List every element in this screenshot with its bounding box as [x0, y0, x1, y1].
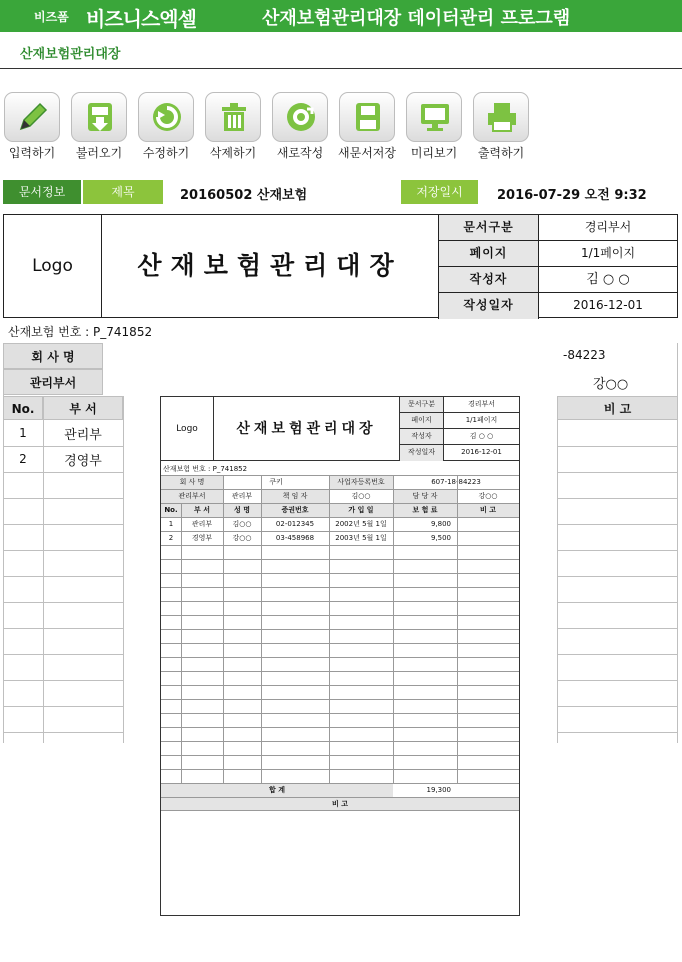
new-button-label: 새로작성: [276, 146, 324, 160]
load-button-label: 불러오기: [75, 146, 123, 160]
preview-cell-cert: 02-012345: [275, 520, 315, 528]
delete-button-label: 삭제하기: [209, 146, 257, 160]
preview-cell-dept: 관리부: [191, 520, 213, 528]
preview-table-row: [161, 685, 519, 699]
preview-col-line: [181, 503, 182, 783]
document-title-value[interactable]: 20160502 산재보험: [180, 188, 308, 203]
preview-col-header: 비 고: [480, 506, 496, 514]
preview-info-row: [161, 475, 519, 489]
preview-header: [161, 397, 519, 461]
monitor-icon: [406, 92, 462, 142]
preview-col-line: [329, 475, 330, 783]
col-line: [557, 396, 558, 743]
preview-sheet: [160, 396, 520, 916]
preview-meta-key: 작성일자: [399, 445, 443, 461]
pencil-icon: [4, 92, 60, 142]
preview-total-row: [161, 783, 519, 797]
preview-col-header: 증권번호: [281, 506, 309, 514]
refresh-icon: [138, 92, 194, 142]
page-subtitle: 산재보험관리대장: [20, 47, 121, 62]
preview-table-row: [161, 615, 519, 629]
dept-label: 관리부서: [3, 369, 103, 395]
trash-icon: [205, 92, 261, 142]
preview-table-row: [161, 727, 519, 741]
preview-table-row: [161, 517, 519, 531]
header-key-doc-type: 문서구분: [438, 215, 538, 241]
preview-reg-value: 607-18-84223: [431, 478, 481, 486]
preview-table-row: [161, 573, 519, 587]
preview-cell-no: 2: [168, 534, 174, 542]
print-icon: [473, 92, 529, 142]
table-row-dept[interactable]: 경영부: [64, 454, 102, 469]
preview-cell-premium: 9,800: [430, 520, 451, 528]
header-value-author[interactable]: 김 ○ ○: [538, 267, 677, 293]
preview-mgr-value: 강○○: [478, 492, 498, 500]
delete-button[interactable]: [201, 92, 265, 160]
input-button[interactable]: [0, 92, 64, 160]
preview-col-header: 부 서: [194, 506, 210, 514]
saved-at-tag: 저장일시: [401, 180, 478, 204]
preview-column-header: [161, 503, 519, 517]
preview-col-header: 보 험 료: [412, 506, 438, 514]
preview-table-row: [161, 741, 519, 755]
brand-small: 비즈폼: [34, 10, 69, 24]
title-tag: 제목: [83, 180, 163, 204]
reg-number-fragment: -84223: [563, 348, 606, 362]
preview-total-label: 합 계: [269, 786, 285, 794]
edit-button[interactable]: [134, 92, 198, 160]
preview-company-label: 회 사 명: [161, 476, 223, 490]
preview-cell-note: [457, 518, 519, 532]
header-key-page: 페이지: [438, 241, 538, 267]
preview-logo: Logo: [161, 397, 214, 461]
preview-cell-note: [457, 532, 519, 546]
preview-cell-joined: 2003년 5월 1일: [335, 534, 387, 542]
document-info-row: [0, 180, 682, 204]
preview-table-row: [161, 601, 519, 615]
app-title-bar: [0, 0, 682, 32]
preview-table-row: [161, 769, 519, 783]
preview-table-row: [161, 643, 519, 657]
divider: [0, 68, 682, 69]
preview-col-line: [261, 475, 262, 783]
company-label: 회 사 명: [3, 343, 103, 369]
preview-meta-value: 경리부서: [443, 397, 519, 413]
preview-table-row: [161, 755, 519, 769]
preview-table-row: [161, 559, 519, 573]
header-value-date[interactable]: 2016-12-01: [538, 293, 677, 319]
preview-meta-key: 작성자: [399, 429, 443, 445]
preview-cell-joined: 2002년 5월 1일: [335, 520, 387, 528]
col-header-no: No.: [3, 396, 43, 420]
load-button[interactable]: [67, 92, 131, 160]
preview-col-line: [223, 475, 224, 783]
save-icon: [339, 92, 395, 142]
preview-total-blank: [457, 784, 519, 798]
new-icon: [272, 92, 328, 142]
preview-info-row: [161, 489, 519, 503]
preview-resp-value: 김○○: [351, 492, 371, 500]
edit-button-label: 수정하기: [142, 146, 190, 160]
preview-meta-value: 김 ○ ○: [443, 429, 519, 445]
preview-title: 산재보험관리대장: [236, 421, 377, 437]
preview-note-label: 비 고: [332, 800, 348, 808]
preview-col-header: No.: [164, 506, 178, 514]
preview-cell-dept: 경영부: [191, 534, 213, 542]
preview-table-row: [161, 531, 519, 545]
preview-button-label: 미리보기: [410, 146, 458, 160]
save-new-button-label: 새문서저장: [338, 146, 396, 160]
docinfo-tag: 문서정보: [3, 180, 81, 204]
header-key-author: 작성자: [438, 267, 538, 293]
logo: Logo: [4, 215, 102, 317]
print-preview-window: [124, 362, 557, 962]
header-key-date: 작성일자: [438, 293, 538, 319]
preview-button[interactable]: [402, 92, 466, 160]
preview-note-header: [161, 797, 519, 811]
manager-fragment: 강○○: [593, 377, 629, 392]
preview-table-row: [161, 629, 519, 643]
col-line: [43, 396, 44, 743]
col-header-dept: 부 서: [43, 396, 123, 420]
print-button[interactable]: [469, 92, 533, 160]
policy-number: 산재보험 번호 : P_741852: [8, 325, 153, 339]
preview-table-row: [161, 699, 519, 713]
header-value-page[interactable]: 1/1페이지: [538, 241, 677, 267]
preview-col-header: 가 입 일: [348, 506, 374, 514]
table-row-no[interactable]: 2: [19, 452, 27, 466]
program-title: 산재보험관리대장 데이터관리 프로그램: [262, 8, 571, 29]
preview-col-line: [393, 475, 394, 783]
preview-company-value: 쿠키: [269, 478, 283, 486]
load-icon: [71, 92, 127, 142]
preview-mgr-label: 담 당 자: [393, 490, 457, 504]
preview-meta-key: 페이지: [399, 413, 443, 429]
input-button-label: 입력하기: [8, 146, 56, 160]
table-row-no[interactable]: 1: [19, 426, 27, 440]
preview-table-row: [161, 545, 519, 559]
print-button-label: 출력하기: [477, 146, 525, 160]
preview-col-header: 성 명: [234, 506, 250, 514]
save-new-button[interactable]: [335, 92, 399, 160]
form-title: 산재보험관리대장: [137, 251, 403, 280]
preview-cell-name: 김○○: [232, 520, 252, 528]
new-button[interactable]: [268, 92, 332, 160]
brand-logo: 비즈니스엑셀: [86, 7, 196, 31]
form-header: [3, 214, 678, 318]
col-header-note: 비 고: [557, 396, 678, 420]
preview-total-value: 19,300: [393, 784, 457, 798]
preview-cell-premium: 9,500: [430, 534, 451, 542]
header-value-doc-type[interactable]: 경리부서: [538, 215, 677, 241]
preview-policy-number: 산재보험 번호 : P_741852: [163, 465, 248, 473]
preview-dept-label: 관리부서: [161, 490, 223, 504]
preview-reg-label: 사업자등록번호: [329, 476, 393, 490]
toolbar: [0, 92, 682, 162]
preview-cell-cert: 03-458968: [275, 534, 315, 542]
preview-meta-key: 문서구분: [399, 397, 443, 413]
preview-col-line: [457, 475, 458, 783]
saved-at-value: 2016-07-29 오전 9:32: [497, 188, 647, 203]
table-row-dept[interactable]: 관리부: [64, 428, 102, 443]
preview-cell-no: 1: [168, 520, 174, 528]
preview-table-row: [161, 657, 519, 671]
preview-meta-value: 1/1페이지: [443, 413, 519, 429]
preview-cell-name: 강○○: [232, 534, 252, 542]
preview-dept-value: 관리부: [231, 492, 253, 500]
preview-meta-value: 2016-12-01: [443, 445, 519, 461]
preview-table-row: [161, 671, 519, 685]
preview-table-row: [161, 587, 519, 601]
preview-table-row: [161, 713, 519, 727]
preview-resp-label: 책 임 자: [261, 490, 329, 504]
